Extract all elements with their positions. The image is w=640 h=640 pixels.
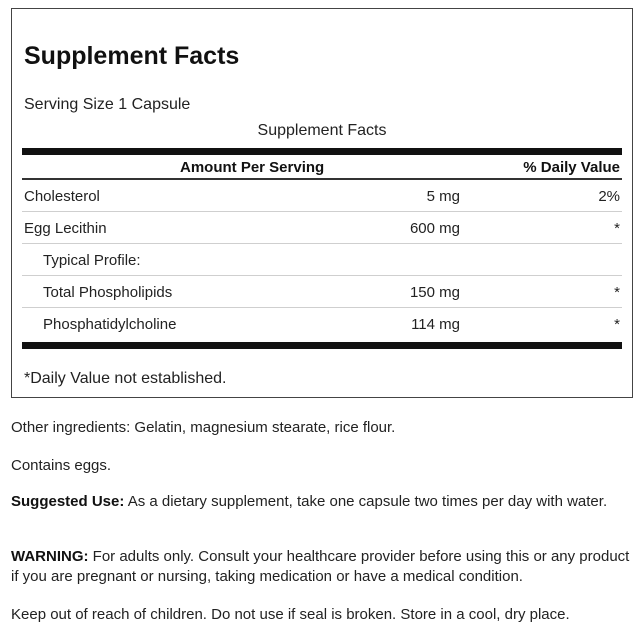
nutrient-daily-value: * bbox=[614, 316, 620, 333]
facts-title: Supplement Facts bbox=[24, 42, 240, 70]
table-row bbox=[22, 244, 622, 276]
nutrient-name: Egg Lecithin bbox=[24, 220, 107, 237]
table-row bbox=[22, 212, 622, 244]
suggested-use bbox=[11, 492, 631, 512]
table-header-row bbox=[22, 157, 622, 177]
table-row bbox=[22, 180, 622, 212]
warning-text: For adults only. Consult your healthcare provider before using this or any product if you are pregnant or nursing, taking medication or have a medical condition. bbox=[11, 548, 630, 585]
nutrient-name: Total Phospholipids bbox=[43, 284, 173, 301]
amount-per-serving-header: Amount Per Serving bbox=[180, 159, 325, 176]
daily-value-header: % Daily Value bbox=[523, 159, 620, 176]
table-top-rule bbox=[22, 148, 622, 155]
nutrient-daily-value: 2% bbox=[598, 188, 620, 205]
suggested-use-text: As a dietary supplement, take one capsule two times per day with water. bbox=[124, 493, 608, 510]
nutrient-name: Phosphatidylcholine bbox=[43, 316, 177, 333]
storage-instructions: Keep out of reach of children. Do not use if seal is broken. Store in a cool, dry place. bbox=[11, 606, 570, 623]
nutrient-daily-value: * bbox=[614, 284, 620, 301]
nutrient-name: Cholesterol bbox=[24, 188, 100, 205]
nutrient-amount: 5 mg bbox=[426, 188, 460, 205]
allergen-statement: Contains eggs. bbox=[11, 457, 112, 474]
table-bottom-rule bbox=[22, 342, 622, 349]
other-ingredients: Other ingredients: Gelatin, magnesium stearate, rice flour. bbox=[11, 419, 396, 436]
nutrient-amount: 114 mg bbox=[411, 316, 460, 333]
table-row bbox=[22, 308, 622, 339]
nutrient-name: Typical Profile: bbox=[43, 252, 141, 269]
nutrient-daily-value: * bbox=[614, 220, 620, 237]
warning-label: WARNING: bbox=[11, 548, 89, 565]
nutrient-table-body bbox=[22, 180, 622, 339]
warning bbox=[11, 547, 631, 587]
supplement-facts-panel bbox=[11, 8, 633, 398]
nutrient-amount: 150 mg bbox=[409, 284, 460, 301]
suggested-use-label: Suggested Use: bbox=[11, 493, 125, 510]
daily-value-footnote: *Daily Value not established. bbox=[24, 370, 227, 387]
table-caption: Supplement Facts bbox=[257, 122, 387, 139]
table-row bbox=[22, 276, 622, 308]
serving-size: Serving Size 1 Capsule bbox=[24, 96, 191, 113]
nutrient-amount: 600 mg bbox=[409, 220, 460, 237]
